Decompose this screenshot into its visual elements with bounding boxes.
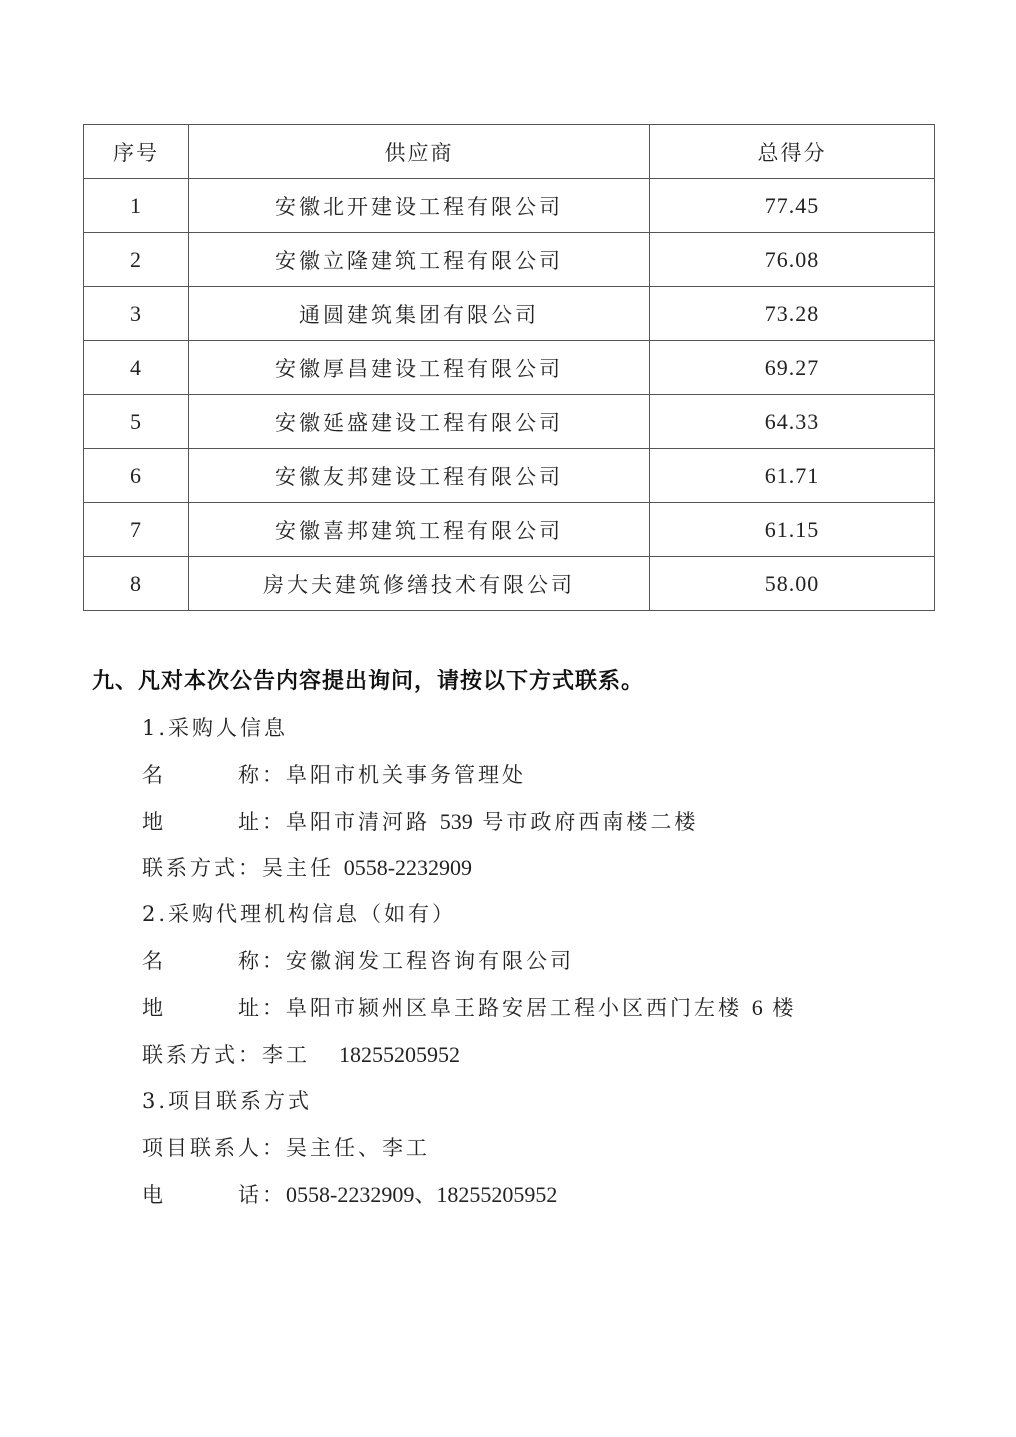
row-score: 73.28 [650,287,935,341]
header-no: 序号 [84,125,189,179]
purchaser-address-a: 阜阳市清河路 [286,810,430,834]
name-label-part2: 称： [238,763,286,787]
agency-address-number: 6 [751,995,763,1020]
address-label-part2: 址： [238,996,286,1020]
table-row [84,395,935,449]
row-no: 5 [84,395,189,449]
row-score: 61.71 [650,449,935,503]
name-label-part1: 名 [142,763,166,787]
row-score: 58.00 [650,557,935,611]
row-supplier: 安徽延盛建设工程有限公司 [189,395,650,449]
purchaser-contact-line [142,852,472,882]
table-header-row [84,125,935,179]
agency-contact-person: 李工 [262,1043,310,1067]
project-phone-line [142,1178,557,1209]
agency-address-b: 楼 [772,996,797,1020]
row-supplier: 通圆建筑集团有限公司 [189,287,650,341]
row-no: 6 [84,449,189,503]
agency-contact-phone: 18255205952 [339,1042,461,1067]
phone-label-part1: 电 [142,1183,166,1207]
name-label-part2: 称： [238,949,286,973]
address-label-part1: 地 [142,996,166,1020]
row-supplier: 安徽友邦建设工程有限公司 [189,449,650,503]
project-person-label: 项目联系人： [142,1136,286,1160]
table-row [84,557,935,611]
agency-name-value: 安徽润发工程咨询有限公司 [286,949,574,973]
row-no: 4 [84,341,189,395]
address-label-part1: 地 [142,810,166,834]
row-supplier: 安徽厚昌建设工程有限公司 [189,341,650,395]
table-row [84,341,935,395]
address-label-part2: 址： [238,810,286,834]
purchaser-name-value: 阜阳市机关事务管理处 [286,763,526,787]
row-no: 7 [84,503,189,557]
row-score: 64.33 [650,395,935,449]
row-score: 76.08 [650,233,935,287]
row-no: 2 [84,233,189,287]
purchaser-contact-phone: 0558-2232909 [343,855,473,880]
name-label-part1: 名 [142,949,166,973]
row-score: 69.27 [650,341,935,395]
row-no: 1 [84,179,189,233]
purchaser-name-line [142,759,526,789]
contact-label: 联系方式： [142,856,262,880]
table-row [84,503,935,557]
table-row [84,287,935,341]
section-heading-contact: 九、凡对本次公告内容提出询问，请按以下方式联系。 [92,669,645,694]
purchaser-address-line [142,806,698,836]
purchaser-address-b: 号市政府西南楼二楼 [482,810,699,834]
row-score: 77.45 [650,179,935,233]
project-person-line [142,1132,430,1162]
table-row [84,179,935,233]
row-supplier: 安徽北开建设工程有限公司 [189,179,650,233]
agency-title: 2.采购代理机构信息（如有） [142,902,457,926]
purchaser-address-number: 539 [439,809,473,834]
header-score: 总得分 [650,125,935,179]
project-phone-value: 0558-2232909、18255205952 [286,1182,558,1207]
row-no: 8 [84,557,189,611]
row-supplier: 安徽喜邦建筑工程有限公司 [189,503,650,557]
purchaser-contact-person: 吴主任 [262,856,334,880]
phone-label-part2: 话： [238,1183,286,1207]
agency-name-line [142,945,574,975]
agency-address-line [142,992,796,1022]
table-row [84,233,935,287]
row-score: 61.15 [650,503,935,557]
project-title: 3.项目联系方式 [142,1089,313,1113]
agency-contact-line [142,1039,460,1069]
row-supplier: 安徽立隆建筑工程有限公司 [189,233,650,287]
row-supplier: 房大夫建筑修缮技术有限公司 [189,557,650,611]
table-row [84,449,935,503]
row-no: 3 [84,287,189,341]
agency-address-a: 阜阳市颍州区阜王路安居工程小区西门左楼 [286,996,742,1020]
project-person-value: 吴主任、李工 [286,1136,430,1160]
supplier-score-table [83,124,935,611]
header-supplier: 供应商 [189,125,650,179]
contact-label: 联系方式： [142,1043,262,1067]
purchaser-title: 1.采购人信息 [142,716,289,740]
